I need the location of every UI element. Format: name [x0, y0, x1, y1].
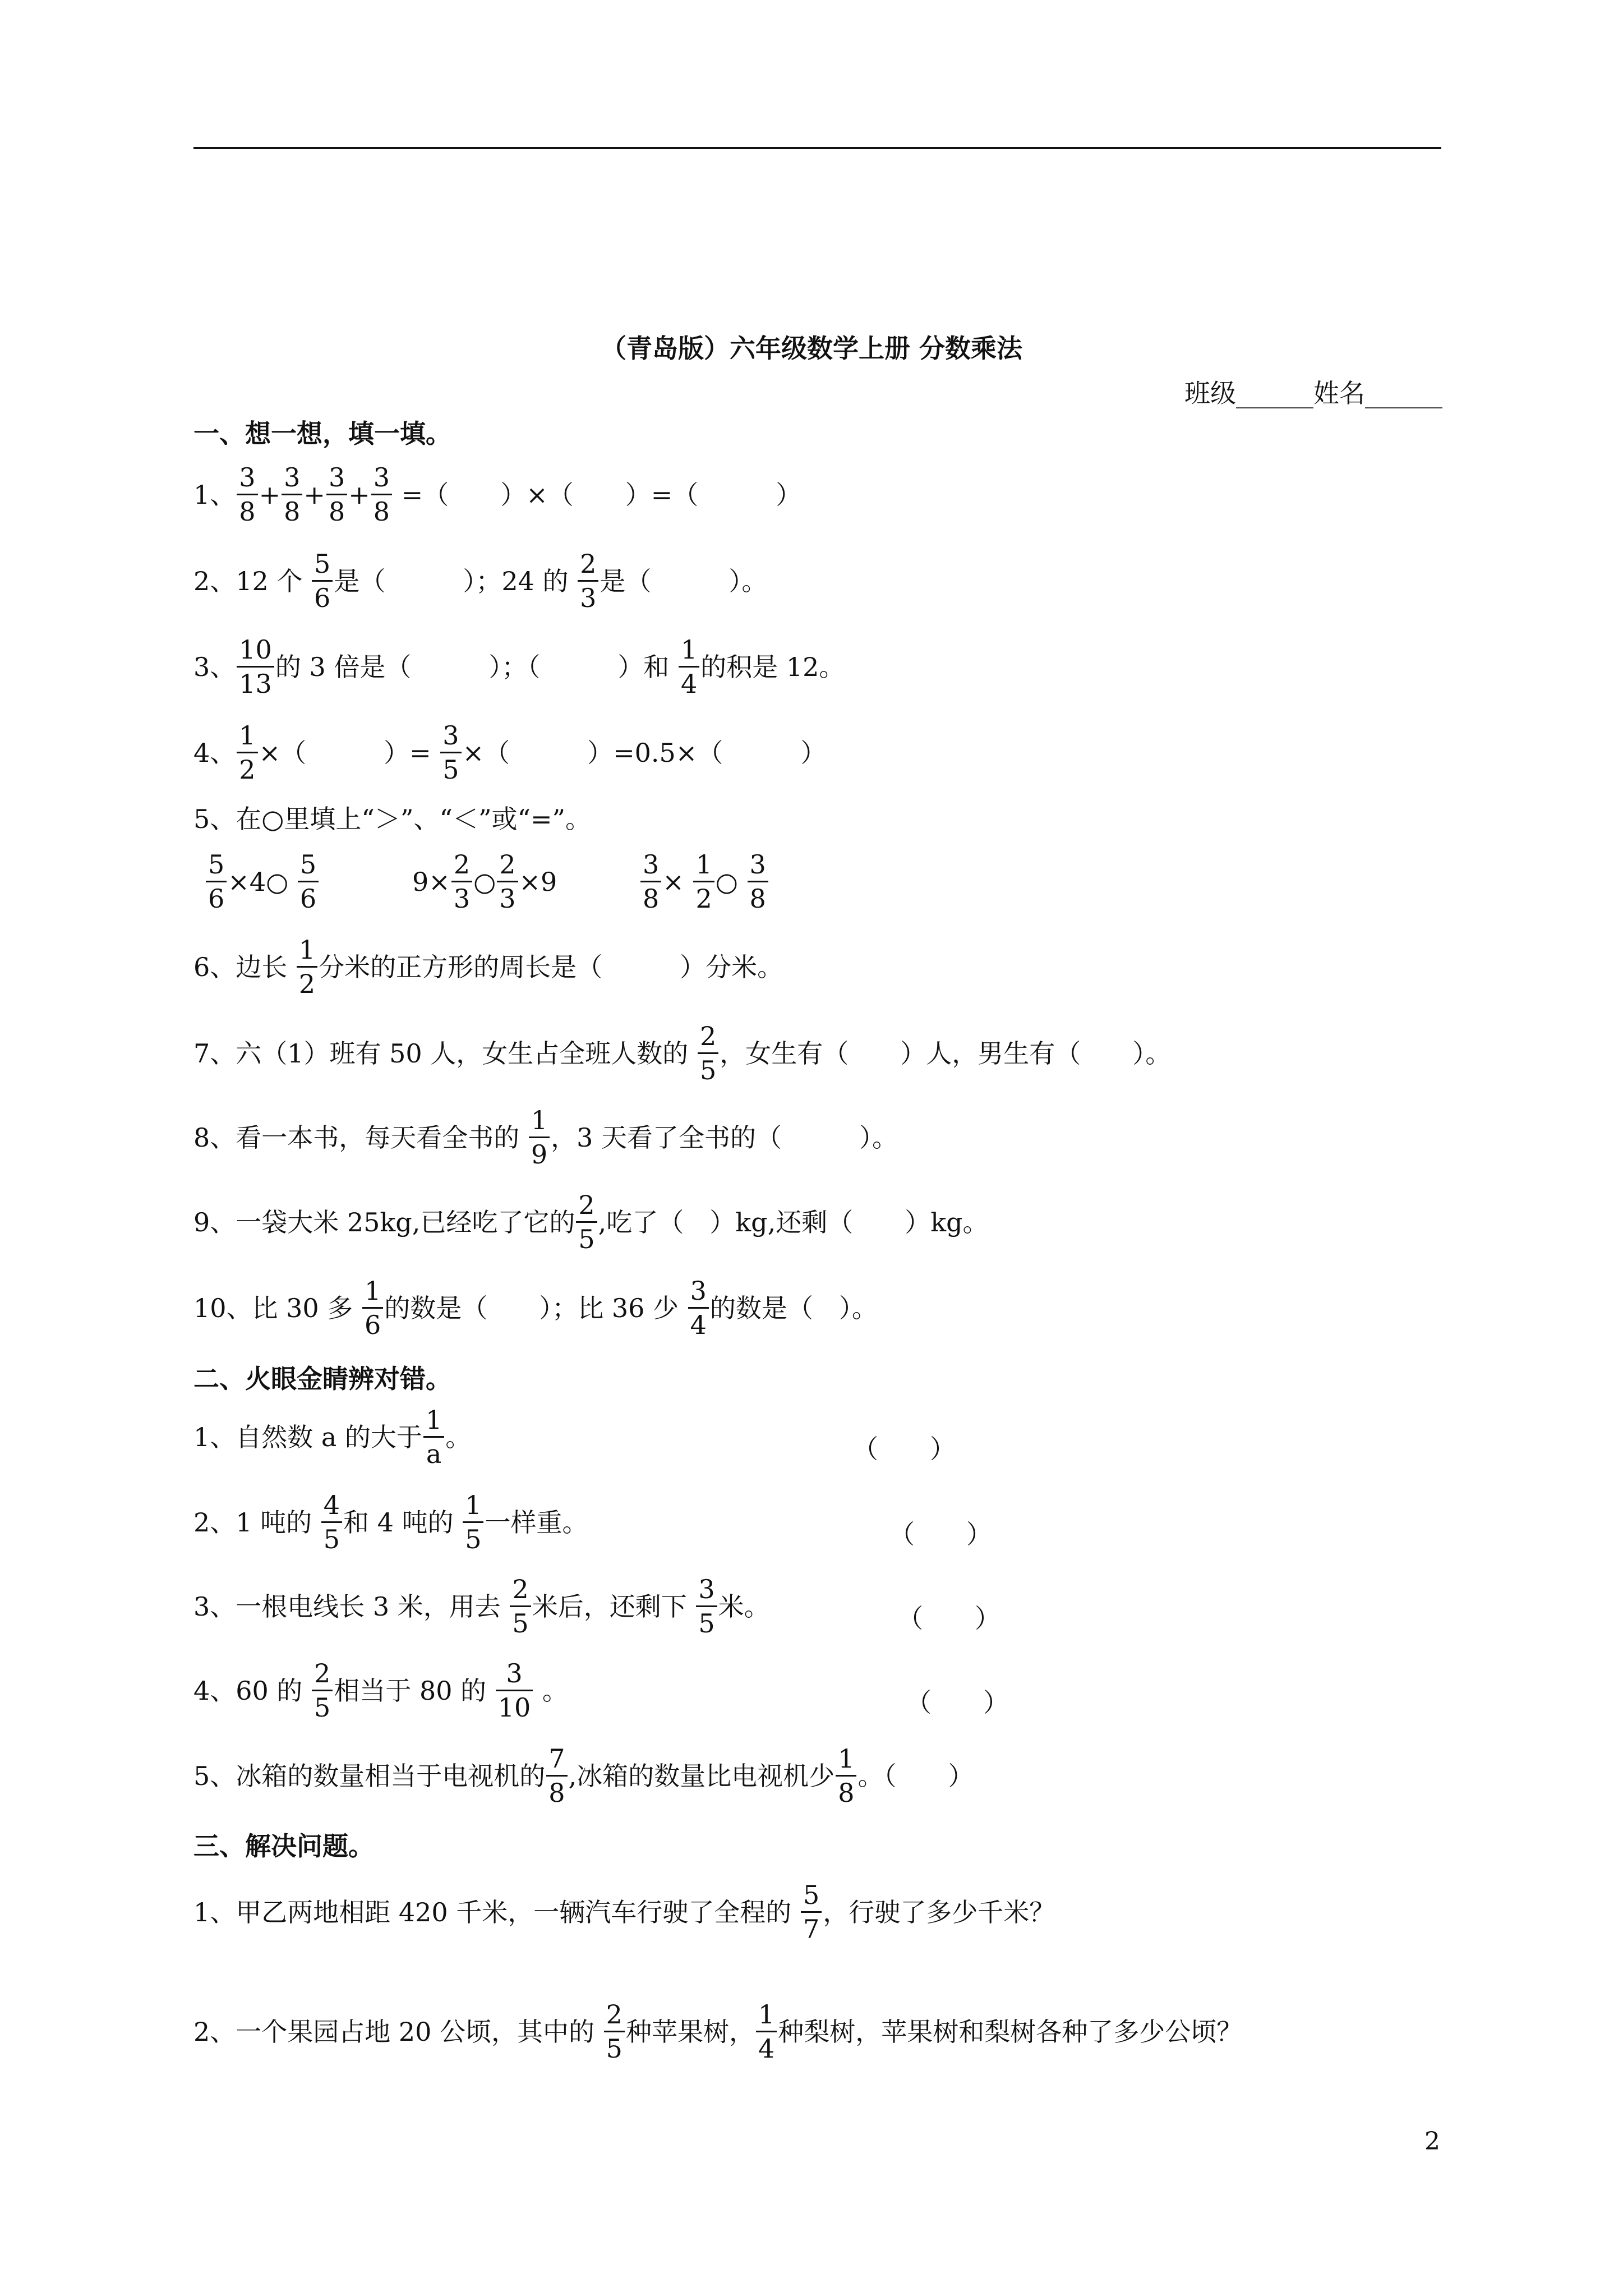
fraction: $\frac{2}{3}$ [497, 852, 518, 912]
fraction: $\frac{3}{10}$ [496, 1660, 533, 1720]
question-1-7: 7、六（1）班有 50 人，女生占全班人数的 $\frac{2}{5}$ ，女生有（ ）人，男生有（ ）。 [193, 1021, 1172, 1085]
fraction: $\frac{2}{5}$ [510, 1576, 531, 1636]
question-1-9: 9、一袋大米 25kg,已经吃了它的 $\frac{2}{5}$ ,吃了（ ）kg,还剩（ ）kg。 [193, 1190, 989, 1254]
section-heading-fill-in: 一、想一想，填一填。 [193, 418, 451, 449]
fraction: $\frac{2}{3}$ [451, 852, 472, 912]
question-1-8: 8、看一本书，每天看全书的 $\frac{1}{9}$ ，3 天看了全书的（ ）。 [193, 1105, 898, 1170]
judge-1: 1、自然数 a 的大于 $\frac{1}{a}$ 。 [193, 1405, 472, 1469]
fraction: $\frac{3}{4}$ [688, 1278, 709, 1338]
fraction: $\frac{5}{7}$ [801, 1882, 822, 1942]
section-heading-true-false: 二、火眼金睛辨对错。 [193, 1364, 451, 1394]
fraction: $\frac{1}{2}$ [693, 852, 714, 912]
fraction: $\frac{1}{a}$ [423, 1407, 444, 1467]
judge-2-answer-paren: （ ） [889, 1519, 992, 1549]
judge-4-answer-paren: （ ） [906, 1687, 1009, 1718]
fraction: $\frac{1}{4}$ [679, 637, 699, 697]
question-1-6: 6、边长 $\frac{1}{2}$ 分米的正方形的周长是（ ）分米。 [193, 935, 783, 999]
fraction: $\frac{7}{8}$ [546, 1746, 567, 1806]
section-heading-word-problems: 三、解决问题。 [193, 1831, 374, 1861]
fraction: $\frac{10}{13}$ [237, 637, 274, 697]
comparison-item-3: $\frac{3}{8}$ × $\frac{1}{2}$ ○ $\frac{3}{8}$ [639, 852, 769, 912]
fraction: $\frac{2}{5}$ [576, 1192, 597, 1252]
fraction: $\frac{3}{5}$ [440, 723, 461, 783]
judge-2: 2、1 吨的 $\frac{4}{5}$ 和 4 吨的 $\frac{1}{5}$ 一样重。 [193, 1490, 588, 1554]
fraction: $\frac{2}{3}$ [578, 551, 598, 611]
judge-3: 3、一根电线长 3 米，用去 $\frac{2}{5}$ 米后，还剩下 $\frac{3}{5}$ 米。 [193, 1574, 770, 1639]
comparison-item-1: $\frac{5}{6}$ ×4○ $\frac{5}{6}$ [205, 852, 320, 912]
judge-4: 4、60 的 $\frac{2}{5}$ 相当于 80 的 $\frac{3}{10}$ 。 [193, 1658, 568, 1723]
fraction: $\frac{3}{8}$ [237, 464, 257, 524]
fraction: $\frac{5}{6}$ [312, 551, 333, 611]
question-1-3: 3、 $\frac{10}{13}$ 的 3 倍是（ ）；（ ）和 $\frac{1}{4}$ 的积是 12。 [193, 634, 845, 699]
fraction: $\frac{2}{5}$ [604, 2001, 625, 2062]
fraction: $\frac{1}{2}$ [237, 723, 257, 783]
fraction: $\frac{3}{8}$ [326, 464, 347, 524]
class-name-line: 班级______姓名______ [1184, 378, 1442, 408]
fraction: $\frac{3}{8}$ [371, 464, 392, 524]
fraction: $\frac{1}{6}$ [362, 1278, 383, 1338]
question-1-4: 4、 $\frac{1}{2}$ ×（ ）= $\frac{3}{5}$ ×（ ）=0.5×（ ） [193, 720, 827, 785]
fraction: $\frac{2}{5}$ [698, 1023, 718, 1083]
fraction: $\frac{3}{5}$ [696, 1576, 717, 1636]
word-problem-1: 1、甲乙两地相距 420 千米，一辆汽车行驶了全程的 $\frac{5}{7}$ ，行驶了多少千米？ [193, 1880, 1055, 1944]
fraction: $\frac{5}{6}$ [298, 852, 319, 912]
comparison-item-2: 9× $\frac{2}{3}$ ○ $\frac{2}{3}$ ×9 [412, 849, 557, 914]
fraction: $\frac{2}{5}$ [312, 1660, 333, 1720]
fraction: $\frac{3}{8}$ [282, 464, 302, 524]
judge-5: 5、冰箱的数量相当于电视机的 $\frac{7}{8}$ ,冰箱的数量比电视机少 $\frac{1}{8}$ 。（ ） [193, 1743, 974, 1808]
word-problem-2: 2、一个果园占地 20 公顷，其中的 $\frac{2}{5}$ 种苹果树， $\frac{1}{4}$ 种梨树，苹果树和梨树各种了多少公顷？ [193, 1999, 1243, 2064]
fraction: $\frac{4}{5}$ [321, 1492, 342, 1552]
page-number: 2 [1424, 2127, 1440, 2156]
fraction: $\frac{1}{4}$ [756, 2001, 777, 2062]
fraction: $\frac{3}{8}$ [640, 852, 661, 912]
fraction: $\frac{3}{8}$ [748, 852, 768, 912]
question-1-1: 1、 $\frac{3}{8}$ + $\frac{3}{8}$ + $\frac{3}{8}$ + $\frac{3}{8}$ =（ ）×（ ）=（ ） [193, 462, 802, 527]
page-title: （青岛版）六年级数学上册 分数乘法 [600, 333, 1022, 364]
question-1-5-label: 5、在○里填上“＞”、“＜”或“=”。 [193, 804, 592, 834]
fraction: $\frac{1}{9}$ [529, 1107, 550, 1167]
fraction: $\frac{1}{5}$ [463, 1492, 483, 1552]
judge-1-answer-paren: （ ） [852, 1434, 956, 1464]
header-rule [193, 147, 1441, 149]
fraction: $\frac{1}{2}$ [297, 937, 317, 997]
fraction: $\frac{1}{8}$ [836, 1746, 856, 1806]
question-1-10: 10、比 30 多 $\frac{1}{6}$ 的数是（ ）；比 36 少 $\frac{3}{4}$ 的数是（ ）。 [193, 1276, 878, 1340]
judge-3-answer-paren: （ ） [897, 1603, 1000, 1634]
question-1-2: 2、12 个 $\frac{5}{6}$ 是（ ）；24 的 $\frac{2}{3}$ 是（ ）。 [193, 549, 768, 613]
fraction: $\frac{5}{6}$ [206, 852, 227, 912]
